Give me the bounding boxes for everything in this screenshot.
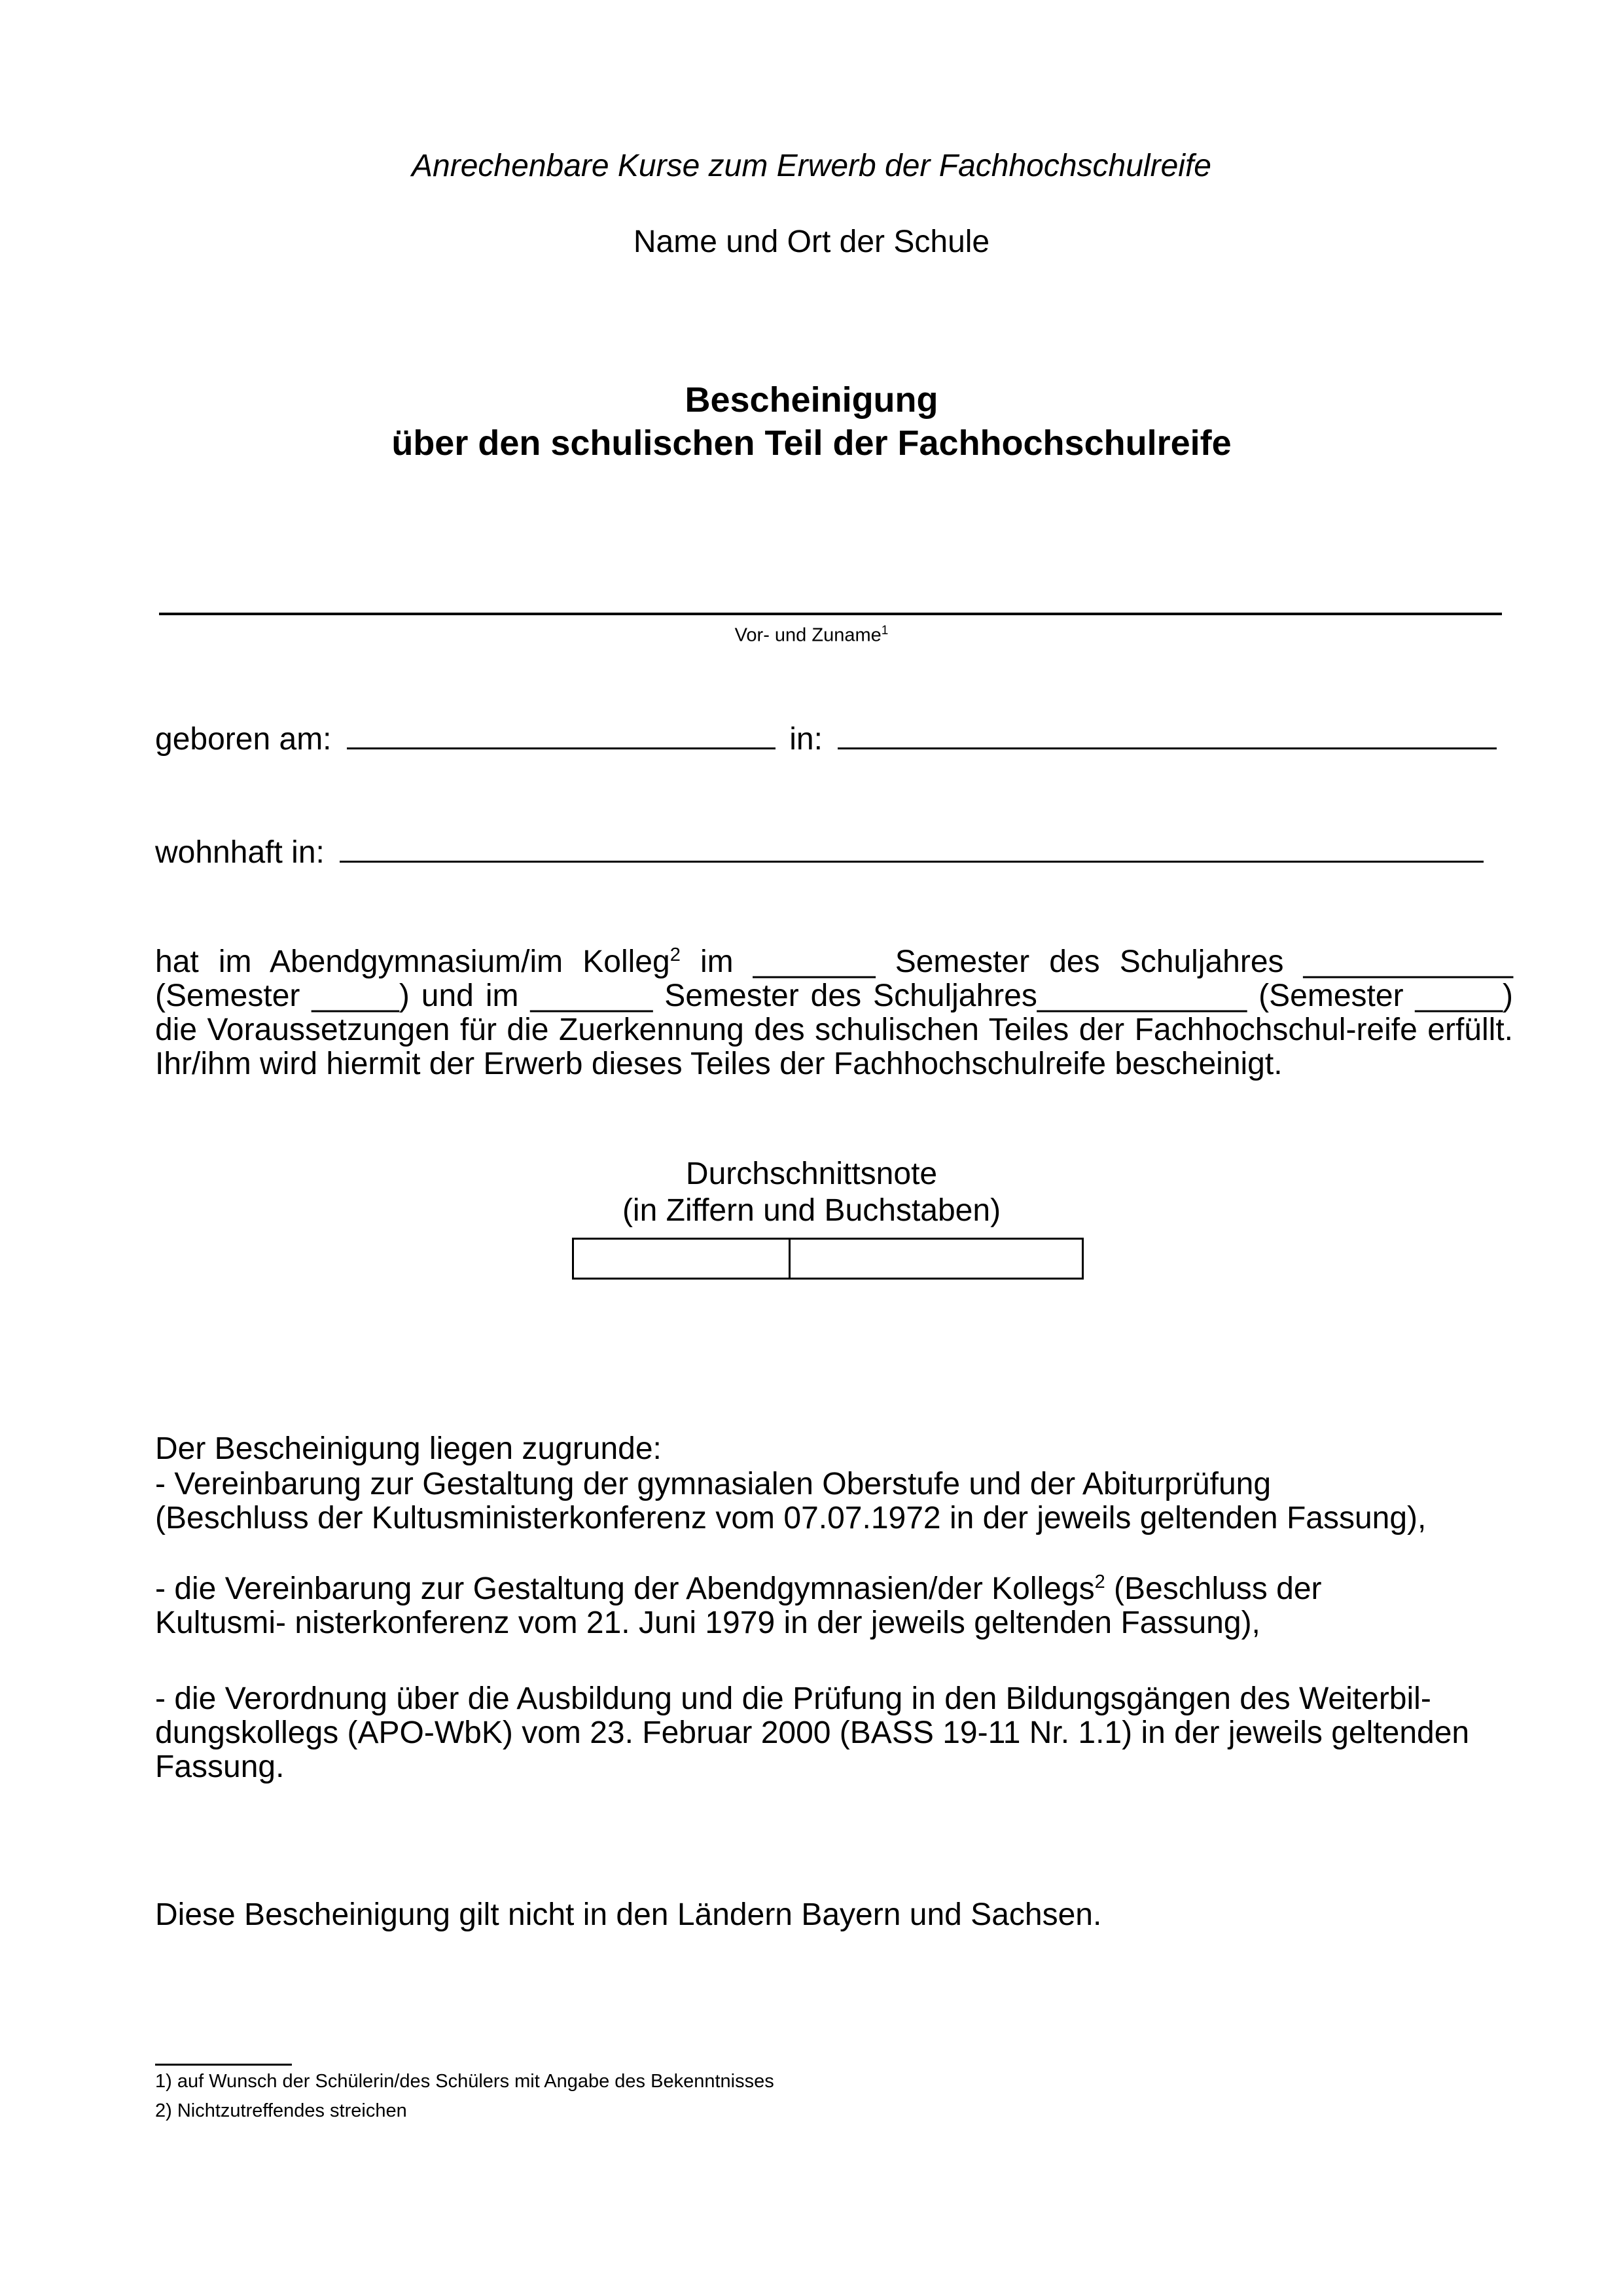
- footnote-separator: [155, 2064, 292, 2066]
- footnote-1: 1) auf Wunsch der Schülerin/des Schülers mit Angabe des Bekenntnisses: [155, 2071, 774, 2092]
- validity-note: Diese Bescheinigung gilt nicht in den Ländern Bayern und Sachsen.: [155, 1897, 1102, 1932]
- name-label-text: Vor- und Zuname: [734, 624, 882, 646]
- birth-place-field[interactable]: [838, 719, 1497, 749]
- grade-label: [0, 1156, 1623, 1229]
- basis-item-3: - die Verordnung über die Ausbildung und die Prüfung in den Bildungsgängen des Weiterbil-dungskollegs (APO-WbK) vom 23. Februar 2000 (BASS 19-11 Nr. 1.1) in der jeweils geltenden Fassung.: [155, 1681, 1470, 1784]
- school-name-placeholder: Name und Ort der Schule: [633, 224, 990, 259]
- name-field-label: [0, 620, 1623, 647]
- basis-item-2: [155, 1572, 1399, 1640]
- born-label: geboren am:: [155, 722, 332, 757]
- title-line-1: Bescheinigung: [685, 380, 938, 420]
- document-title: [0, 378, 1623, 465]
- footnote-mark-2-b: 2: [1094, 1571, 1105, 1592]
- grade-words-box[interactable]: [789, 1238, 1084, 1280]
- name-input-line[interactable]: [159, 613, 1502, 615]
- basis-item-2-part-1: - die Vereinbarung zur Gestaltung der Abendgymnasien/der Kollegs: [155, 1571, 1095, 1606]
- grade-title: Durchschnittsnote: [685, 1157, 938, 1191]
- title-line-2: über den schulischen Teil der Fachhochschulreife: [391, 423, 1232, 463]
- footnote-mark-2: 2: [669, 944, 681, 965]
- birth-place-label: in:: [789, 722, 823, 757]
- basis-intro: Der Bescheinigung liegen zugrunde:: [155, 1431, 662, 1466]
- basis-item-1-line-2: (Beschluss der Kultusministerkonferenz vom 07.07.1972 in der jeweils geltenden Fassung),: [155, 1501, 1427, 1535]
- grade-subtitle: (in Ziffern und Buchstaben): [622, 1193, 1001, 1228]
- birth-date-field[interactable]: [347, 719, 776, 749]
- statement-part-2: im _______ Semester des Schuljahres ____________ (Semester _____) und im _______ Semester des Schuljahres____________ (Semester _____) die Voraussetzungen für die Zuerkennung des schulischen Teiles der Fachhochschul-reife erfüllt. Ihr/ihm wird hiermit der Erwerb dieses Teiles der Fachhochschulreife bescheinigt.: [155, 944, 1513, 1081]
- statement-paragraph: [155, 945, 1513, 1081]
- statement-part-1: hat im Abendgymnasium/im Kolleg: [155, 944, 670, 979]
- grade-digits-box[interactable]: [572, 1238, 791, 1280]
- basis-item-1-line-1: - Vereinbarung zur Gestaltung der gymnasialen Oberstufe und der Abiturprüfung: [155, 1467, 1272, 1501]
- form-subtitle: Anrechenbare Kurse zum Erwerb der Fachhochschulreife: [412, 149, 1211, 183]
- footnote-2: 2) Nichtzutreffendes streichen: [155, 2100, 407, 2121]
- basis-item-1: [155, 1467, 1513, 1535]
- residence-label: wohnhaft in:: [155, 835, 325, 870]
- birth-row: [155, 719, 1513, 757]
- residence-field[interactable]: [340, 832, 1484, 863]
- residence-row: [155, 832, 1513, 870]
- basis-item-2-part-2: (Beschluss der Kultusmi- nisterkonferenz vom 21. Juni 1979 in der jeweils geltenden Fassung),: [155, 1571, 1322, 1640]
- footnote-mark-1: 1: [881, 624, 889, 637]
